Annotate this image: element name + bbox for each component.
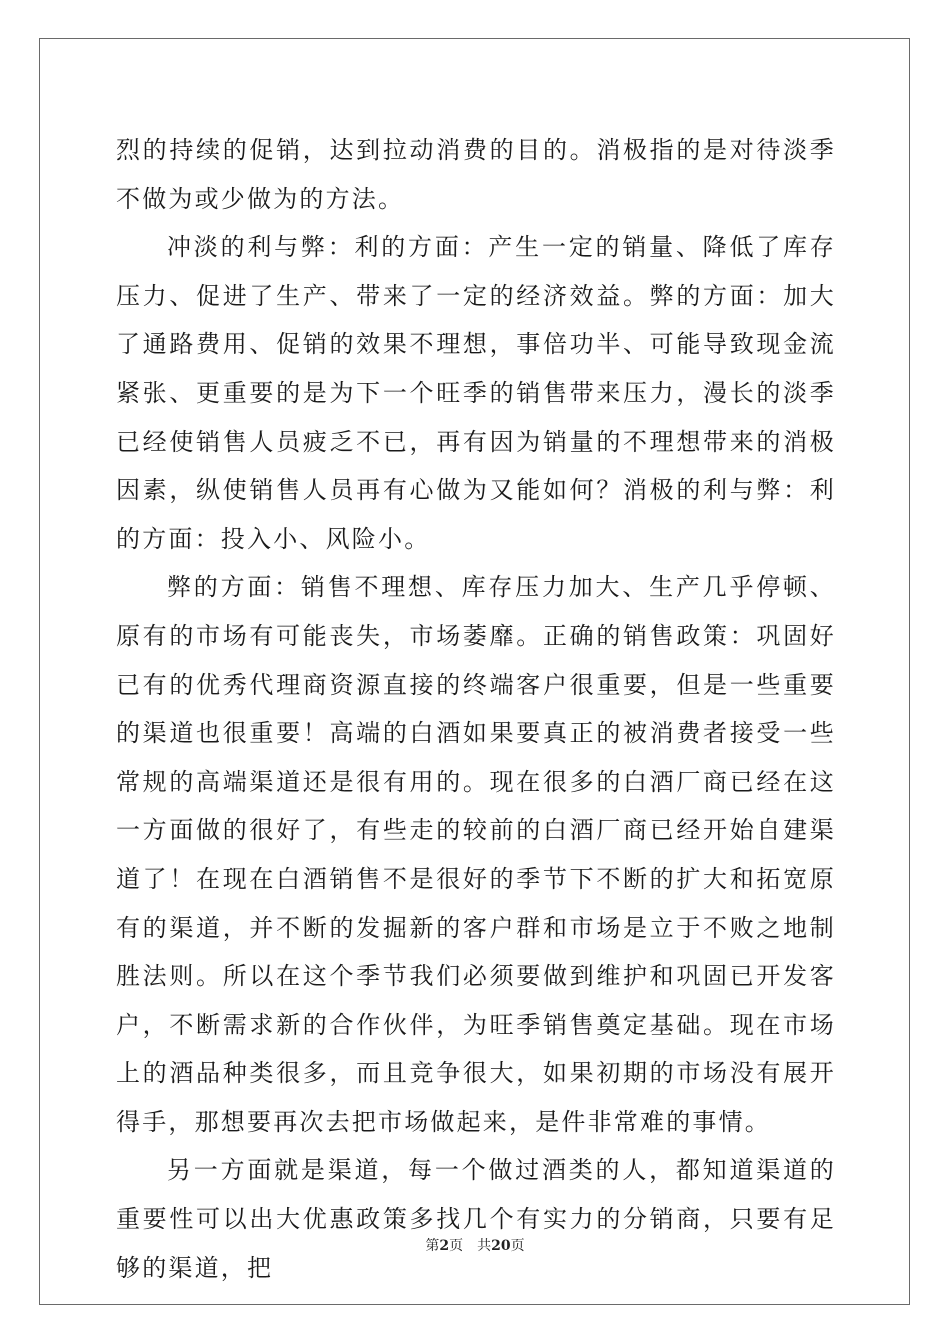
page-prefix: 第 [425,1238,440,1254]
paragraph: 弊的方面：销售不理想、库存压力加大、生产几乎停顿、原有的市场有可能丧失，市场萎靡。正确的销售政策：巩固好已有的优秀代理商资源直接的终端客户很重要，但是一些重要的渠道也很重要！高端的白酒如果要真正的被消费者接受一些常规的高端渠道还是很有用的。现在很多的白酒厂商已经在这一方面做的很好了，有些走的较前的白酒厂商已经开始自建渠道了！在现在白酒销售不是很好的季节下不断的扩大和拓宽原有的渠道，并不断的发掘新的客户群和市场是立于不败之地制胜法则。所以在这个季节我们必须要做到维护和巩固已开发客户，不断需求新的合作伙伴，为旺季销售奠定基础。现在市场上的酒品种类很多，而且竞争很大，如果初期的市场没有展开得手，那想要再次去把市场做起来，是件非常难的事情。 [116,573,836,1136]
page-suffix: 页 [449,1238,464,1254]
page-number: 2 [439,1238,450,1254]
paragraph: 冲淡的利与弊：利的方面：产生一定的销量、降低了库存压力、促进了生产、带来了一定的经济效益。弊的方面：加大了通路费用、促销的效果不理想，事倍功半、可能导致现金流紧张、更重要的是为下一个旺季的销售带来压力，漫长的淡季已经使销售人员疲乏不已，再有因为销量的不理想带来的消极因素，纵使销售人员再有心做为又能如何？消极的利与弊：利的方面：投入小、风险小。 [116,233,836,553]
total-pages: 20 [491,1238,511,1254]
paragraph: 另一方面就是渠道，每一个做过酒类的人，都知道渠道的重要性可以出大优惠政策多找几个有实力的分销商，只要有足够的渠道，把 [116,1156,836,1282]
paragraph: 烈的持续的促销，达到拉动消费的目的。消极指的是对待淡季不做为或少做为的方法。 [116,136,836,213]
document-body [116,126,836,1292]
total-suffix: 页 [510,1238,525,1254]
total-prefix: 共 [477,1238,492,1254]
page-footer [0,1236,950,1256]
page-number-label [425,1238,463,1254]
total-pages-label [477,1238,524,1254]
